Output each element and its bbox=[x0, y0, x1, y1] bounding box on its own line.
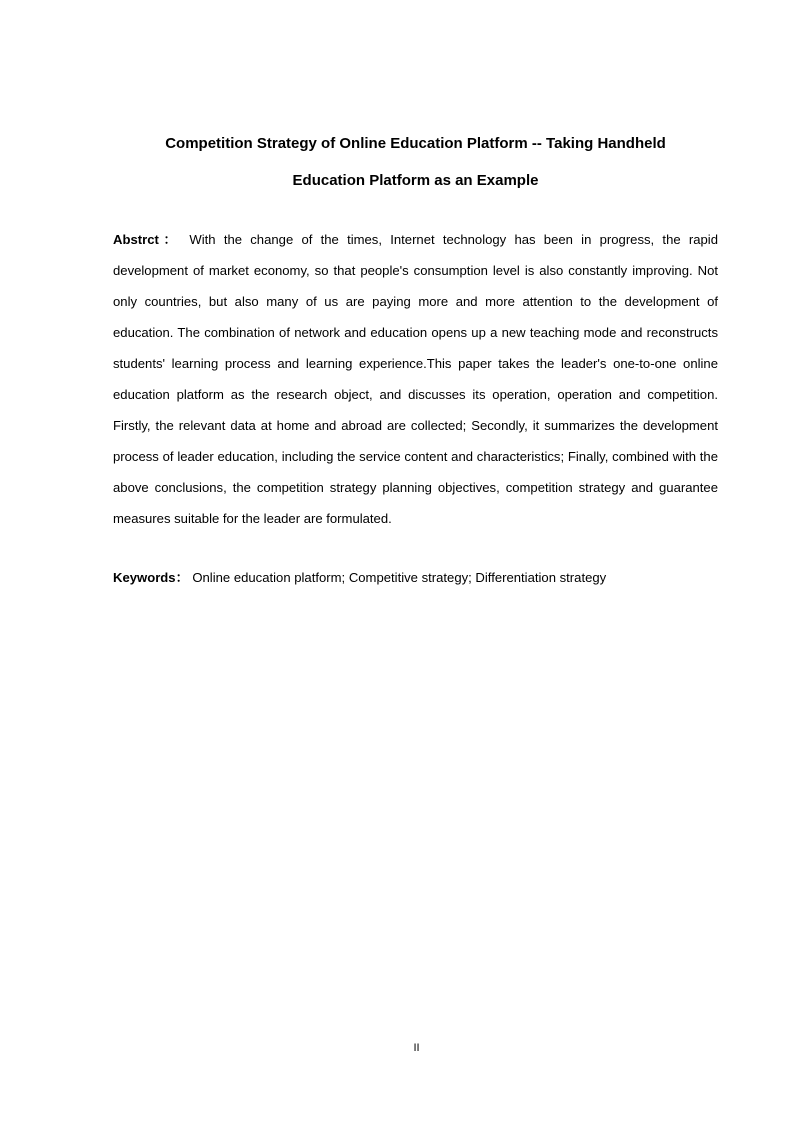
abstract-paragraph bbox=[113, 224, 718, 534]
abstract-label: Abstrct： bbox=[113, 232, 182, 247]
paper-title bbox=[113, 130, 718, 204]
keywords-text: Online education platform; Competitive strategy; Differentiation strategy bbox=[192, 570, 607, 585]
paper-title-line-2: Education Platform as an Example bbox=[292, 172, 539, 189]
paper-title-line-1: Competition Strategy of Online Education Platform -- Taking Handheld bbox=[165, 135, 666, 152]
keywords-paragraph bbox=[113, 567, 718, 589]
abstract-text: With the change of the times, Internet technology has been in progress, the rapid development of market economy, so that people's consumption level is also constantly improving. Not only countries, but also many of us are paying more and more attention to the development of education. The combination of network and education opens up a new teaching mode and reconstructs students' learning process and learning experience.This paper takes the leader's one-to-one online education platform as the research object, and discusses its operation, operation and competition. Firstly, the relevant data at home and abroad are collected; Secondly, it summarizes the development process of leader education, including the service content and characteristics; Finally, combined with the above conclusions, the competition strategy planning objectives, competition strategy and guarantee measures suitable for the leader are formulated. bbox=[113, 232, 718, 526]
keywords-label: Keywords： bbox=[113, 570, 189, 585]
page-number: II bbox=[413, 1042, 420, 1054]
